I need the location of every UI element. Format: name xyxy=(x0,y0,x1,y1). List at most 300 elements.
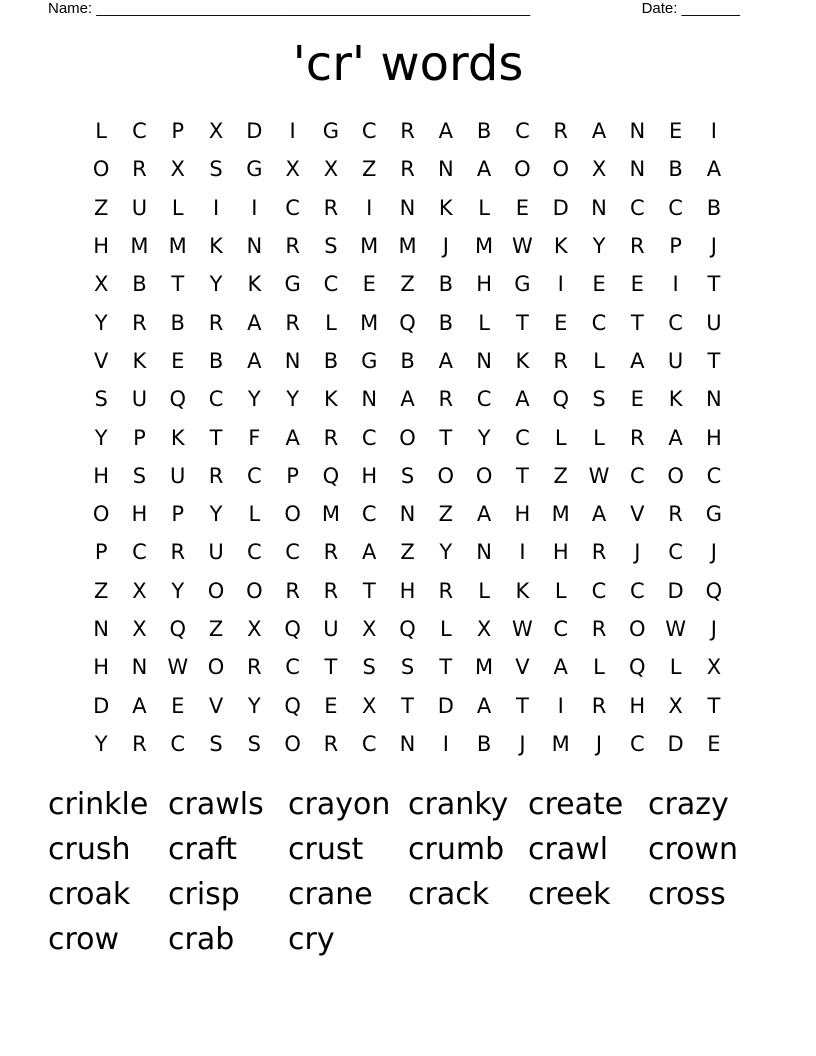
grid-letter[interactable]: C xyxy=(515,119,530,144)
grid-letter[interactable]: R xyxy=(400,119,415,144)
grid-letter[interactable]: C xyxy=(285,195,300,220)
grid-letter[interactable]: Y xyxy=(247,693,261,718)
grid-letter[interactable]: Z xyxy=(93,195,109,220)
grid-letter[interactable]: R xyxy=(323,578,339,603)
grid-letter[interactable]: L xyxy=(554,425,567,450)
grid-letter[interactable]: N xyxy=(629,157,646,182)
grid-letter[interactable]: T xyxy=(401,693,414,718)
grid-letter[interactable]: D xyxy=(667,731,684,756)
grid-letter[interactable]: Y xyxy=(477,425,491,450)
grid-letter[interactable]: B xyxy=(208,348,224,373)
grid-letter[interactable]: I xyxy=(519,540,526,565)
grid-letter[interactable]: A xyxy=(706,157,722,182)
grid-letter[interactable]: K xyxy=(170,425,185,450)
grid-letter[interactable]: N xyxy=(476,348,492,373)
grid-letter[interactable]: X xyxy=(93,272,109,297)
grid-letter[interactable]: B xyxy=(476,119,492,144)
grid-letter[interactable]: K xyxy=(132,348,147,373)
grid-letter[interactable]: C xyxy=(668,540,683,565)
grid-letter[interactable]: I xyxy=(557,272,564,297)
grid-letter[interactable]: K xyxy=(209,234,223,259)
grid-letter[interactable]: A xyxy=(438,348,453,373)
grid-letter[interactable]: I xyxy=(710,119,717,144)
grid-letter[interactable]: K xyxy=(247,272,262,297)
grid-letter[interactable]: G xyxy=(246,157,263,182)
grid-letter[interactable]: S xyxy=(247,731,261,756)
grid-letter[interactable]: Z xyxy=(400,540,415,565)
grid-letter[interactable]: N xyxy=(437,157,454,182)
grid-letter[interactable]: I xyxy=(212,195,220,220)
word-list-item: crow xyxy=(48,922,120,957)
grid-letter[interactable]: Z xyxy=(208,617,224,641)
grid-letter[interactable]: L xyxy=(478,310,490,335)
grid-letter[interactable]: E xyxy=(630,272,644,297)
grid-letter[interactable]: Q xyxy=(169,617,186,641)
grid-letter[interactable]: C xyxy=(247,463,262,488)
grid-letter[interactable]: H xyxy=(476,272,493,297)
grid-letter[interactable]: B xyxy=(706,195,722,220)
grid-letter[interactable]: M xyxy=(168,234,187,259)
grid-letter[interactable]: I xyxy=(672,272,679,297)
grid-letter[interactable]: R xyxy=(591,617,607,641)
word-list-item: croak xyxy=(48,877,131,912)
grid-letter[interactable]: J xyxy=(710,617,717,641)
grid-letter[interactable]: L xyxy=(593,425,605,450)
grid-letter[interactable]: N xyxy=(131,655,148,680)
grid-letter[interactable]: J xyxy=(634,540,641,565)
grid-letter[interactable]: M xyxy=(551,502,570,527)
grid-letter[interactable]: R xyxy=(208,310,224,335)
grid-letter[interactable]: R xyxy=(553,348,568,373)
word-list-item: crab xyxy=(168,922,235,957)
grid-letter[interactable]: B xyxy=(170,310,185,335)
grid-letter[interactable]: N xyxy=(399,502,416,527)
grid-letter[interactable]: B xyxy=(132,272,147,297)
grid-letter[interactable]: F xyxy=(248,425,261,450)
grid-letter[interactable]: B xyxy=(476,731,492,756)
grid-letter[interactable]: W xyxy=(167,655,189,680)
grid-letter[interactable]: T xyxy=(439,425,453,450)
grid-letter[interactable]: C xyxy=(132,119,147,144)
grid-letter[interactable]: M xyxy=(551,731,570,756)
grid-letter[interactable]: C xyxy=(247,540,262,565)
grid-letter[interactable]: Q xyxy=(705,578,723,603)
grid-letter[interactable]: B xyxy=(438,272,454,297)
grid-letter[interactable]: C xyxy=(591,310,607,335)
grid-letter[interactable]: R xyxy=(285,310,300,335)
grid-letter[interactable]: T xyxy=(362,578,376,603)
grid-letter[interactable]: C xyxy=(132,540,147,565)
grid-letter[interactable]: L xyxy=(171,195,184,220)
grid-letter[interactable]: O xyxy=(284,502,301,527)
grid-letter[interactable]: P xyxy=(94,540,108,565)
grid-letter[interactable]: S xyxy=(132,463,147,488)
grid-letter[interactable]: T xyxy=(324,655,338,680)
grid-letter[interactable]: H xyxy=(361,463,378,488)
grid-letter[interactable]: E xyxy=(171,348,185,373)
grid-letter[interactable]: R xyxy=(247,655,262,680)
grid-letter[interactable]: W xyxy=(512,617,533,641)
grid-letter[interactable]: M xyxy=(475,234,494,259)
grid-letter[interactable]: E xyxy=(668,119,683,144)
date-field[interactable]: Date: _______ xyxy=(641,0,740,17)
grid-letter[interactable]: N xyxy=(476,540,492,565)
grid-letter[interactable]: L xyxy=(554,578,567,603)
grid-letter[interactable]: Q xyxy=(552,387,569,412)
grid-letter[interactable]: P xyxy=(171,502,185,527)
grid-letter[interactable]: C xyxy=(668,310,683,335)
grid-letter[interactable]: B xyxy=(400,348,415,373)
grid-letter[interactable]: C xyxy=(668,195,683,220)
grid-letter[interactable]: X xyxy=(247,617,262,641)
grid-letter[interactable]: R xyxy=(553,119,568,144)
grid-letter[interactable]: H xyxy=(399,578,416,603)
grid-letter[interactable]: B xyxy=(438,310,454,335)
grid-letter[interactable]: O xyxy=(207,655,225,680)
grid-letter[interactable]: P xyxy=(669,234,682,259)
grid-letter[interactable]: C xyxy=(170,731,186,756)
grid-letter[interactable]: D xyxy=(437,693,454,718)
grid-letter[interactable]: C xyxy=(361,502,377,527)
grid-letter[interactable]: K xyxy=(668,387,683,412)
grid-letter[interactable]: A xyxy=(591,119,607,144)
grid-letter[interactable]: U xyxy=(323,617,339,641)
grid-letter[interactable]: W xyxy=(665,617,686,641)
grid-letter[interactable]: N xyxy=(93,617,109,641)
grid-letter[interactable]: M xyxy=(321,502,340,527)
grid-letter[interactable]: Y xyxy=(94,425,108,450)
grid-letter[interactable]: E xyxy=(630,387,644,412)
grid-letter[interactable]: O xyxy=(284,731,301,756)
grid-letter[interactable]: N xyxy=(284,348,301,373)
grid-letter[interactable]: O xyxy=(92,157,110,182)
grid-letter[interactable]: V xyxy=(515,655,530,680)
grid-letter[interactable]: J xyxy=(519,731,526,756)
grid-letter[interactable]: Y xyxy=(439,540,453,565)
grid-letter[interactable]: S xyxy=(362,655,376,680)
grid-letter[interactable]: C xyxy=(285,540,300,565)
grid-letter[interactable]: C xyxy=(285,655,300,680)
word-list-item: craft xyxy=(168,832,238,867)
grid-letter[interactable]: L xyxy=(593,348,605,373)
grid-letter[interactable]: H xyxy=(93,463,110,488)
grid-letter[interactable]: G xyxy=(284,272,301,297)
grid-letter[interactable]: P xyxy=(133,425,146,450)
grid-letter[interactable]: H xyxy=(93,234,110,259)
grid-letter[interactable]: A xyxy=(247,310,262,335)
grid-letter[interactable]: H xyxy=(514,502,531,527)
grid-letter[interactable]: T xyxy=(707,272,721,297)
grid-letter[interactable]: U xyxy=(208,540,224,565)
grid-letter[interactable]: A xyxy=(438,119,453,144)
grid-letter[interactable]: O xyxy=(207,578,225,603)
grid-letter[interactable]: A xyxy=(515,387,530,412)
grid-letter[interactable]: C xyxy=(629,195,645,220)
grid-letter[interactable]: H xyxy=(706,425,722,450)
grid-letter[interactable]: A xyxy=(476,502,492,527)
grid-letter[interactable]: L xyxy=(669,655,682,680)
grid-letter[interactable]: L xyxy=(248,502,261,527)
grid-letter[interactable]: C xyxy=(361,425,377,450)
grid-letter[interactable]: Y xyxy=(592,234,606,259)
grid-letter[interactable]: G xyxy=(322,119,340,144)
grid-letter[interactable]: H xyxy=(552,540,569,565)
grid-letter[interactable]: T xyxy=(516,463,529,488)
grid-letter[interactable]: Z xyxy=(400,272,415,297)
grid-letter[interactable]: B xyxy=(668,157,683,182)
grid-letter[interactable]: K xyxy=(515,578,530,603)
grid-letter[interactable]: O xyxy=(514,157,531,182)
grid-letter[interactable]: B xyxy=(323,348,339,373)
grid-letter[interactable]: T xyxy=(439,655,453,680)
grid-letter[interactable]: Y xyxy=(247,387,261,412)
grid-letter[interactable]: A xyxy=(668,425,683,450)
grid-letter[interactable]: R xyxy=(438,387,454,412)
grid-letter[interactable]: A xyxy=(630,348,645,373)
grid-letter[interactable]: L xyxy=(325,310,337,335)
grid-letter[interactable]: R xyxy=(323,425,339,450)
grid-letter[interactable]: D xyxy=(93,693,110,718)
word-list-item: crinkle xyxy=(48,787,149,822)
grid-letter[interactable]: M xyxy=(360,310,379,335)
grid-letter[interactable]: A xyxy=(247,348,262,373)
grid-letter[interactable]: E xyxy=(592,272,606,297)
grid-letter[interactable]: X xyxy=(476,617,492,641)
grid-letter[interactable]: Y xyxy=(171,578,185,603)
grid-letter[interactable]: X xyxy=(208,119,224,144)
grid-letter[interactable]: P xyxy=(286,463,299,488)
grid-letter[interactable]: L xyxy=(478,578,490,603)
grid-letter[interactable]: O xyxy=(667,463,684,488)
grid-letter[interactable]: C xyxy=(476,387,492,412)
grid-letter[interactable]: S xyxy=(94,387,108,412)
grid-letter[interactable]: A xyxy=(591,502,607,527)
grid-letter[interactable]: X xyxy=(668,693,683,718)
grid-letter[interactable]: Q xyxy=(629,655,646,680)
grid-letter[interactable]: R xyxy=(438,578,454,603)
grid-letter[interactable]: R xyxy=(170,540,186,565)
grid-letter[interactable]: N xyxy=(361,387,378,412)
grid-letter[interactable]: M xyxy=(398,234,417,259)
grid-letter[interactable]: A xyxy=(285,425,300,450)
grid-letter[interactable]: O xyxy=(437,463,455,488)
grid-letter[interactable]: S xyxy=(400,655,415,680)
grid-letter[interactable]: R xyxy=(591,693,607,718)
grid-letter[interactable]: A xyxy=(553,655,568,680)
grid-letter[interactable]: G xyxy=(514,272,531,297)
grid-letter[interactable]: C xyxy=(323,272,339,297)
grid-letter[interactable]: Y xyxy=(286,387,300,412)
grid-letter[interactable]: Q xyxy=(284,617,301,641)
grid-letter[interactable]: M xyxy=(130,234,149,259)
word-list-item: cranky xyxy=(408,787,509,822)
word-list xyxy=(48,782,768,962)
grid-letter[interactable]: I xyxy=(289,119,296,144)
grid-letter[interactable]: X xyxy=(285,157,300,182)
grid-letter[interactable]: V xyxy=(630,502,645,527)
grid-letter[interactable]: Q xyxy=(399,310,416,335)
grid-letter[interactable]: R xyxy=(668,502,683,527)
grid-letter[interactable]: C xyxy=(629,731,645,756)
grid-letter[interactable]: C xyxy=(553,617,569,641)
grid-letter[interactable]: H xyxy=(131,502,148,527)
grid-letter[interactable]: T xyxy=(209,425,223,450)
grid-letter[interactable]: R xyxy=(285,234,300,259)
grid-letter[interactable]: O xyxy=(552,157,569,182)
grid-letter[interactable]: C xyxy=(629,578,645,603)
grid-letter[interactable]: J xyxy=(710,540,717,565)
grid-letter[interactable]: M xyxy=(360,234,379,259)
grid-letter[interactable]: L xyxy=(478,195,490,220)
grid-letter[interactable]: E xyxy=(707,731,721,756)
grid-letter[interactable]: Z xyxy=(362,157,377,182)
grid-letter[interactable]: J xyxy=(710,234,717,259)
grid-letter[interactable]: X xyxy=(591,157,607,182)
grid-letter[interactable]: C xyxy=(629,463,645,488)
grid-letter[interactable]: Z xyxy=(438,502,454,527)
word-list-item: creek xyxy=(528,877,611,912)
grid-letter[interactable]: T xyxy=(516,310,529,335)
grid-letter[interactable]: L xyxy=(593,655,605,680)
grid-letter[interactable]: H xyxy=(629,693,646,718)
grid-letter[interactable]: Y xyxy=(94,731,108,756)
grid-letter[interactable]: R xyxy=(591,540,607,565)
grid-letter[interactable]: J xyxy=(595,731,603,756)
grid-letter[interactable]: O xyxy=(246,578,263,603)
grid-letter[interactable]: X xyxy=(132,578,147,603)
grid-letter[interactable]: M xyxy=(475,655,494,680)
grid-letter[interactable]: L xyxy=(439,617,452,641)
grid-letter[interactable]: N xyxy=(706,387,722,412)
grid-letter[interactable]: S xyxy=(209,157,223,182)
grid-letter[interactable]: Q xyxy=(399,617,416,641)
grid-letter[interactable]: C xyxy=(591,578,607,603)
name-field[interactable]: Name: ____________________________________________________ xyxy=(48,0,531,17)
grid-letter[interactable]: E xyxy=(324,693,338,718)
grid-letter[interactable]: X xyxy=(132,617,147,641)
grid-letter[interactable]: K xyxy=(515,348,530,373)
grid-letter[interactable]: E xyxy=(362,272,376,297)
grid-letter[interactable]: X xyxy=(362,693,377,718)
grid-letter[interactable]: R xyxy=(400,157,415,182)
grid-letter[interactable]: R xyxy=(323,540,339,565)
grid-letter[interactable]: I xyxy=(251,195,258,220)
word-list-item: cross xyxy=(648,877,726,912)
grid-letter[interactable]: Q xyxy=(169,387,186,412)
grid-letter[interactable]: D xyxy=(246,119,263,144)
grid-letter[interactable]: R xyxy=(630,234,645,259)
grid-letter[interactable]: A xyxy=(400,387,415,412)
grid-letter[interactable]: R xyxy=(208,463,224,488)
grid-letter[interactable]: S xyxy=(400,463,415,488)
grid-letter[interactable]: V xyxy=(93,348,109,373)
grid-letter[interactable]: U xyxy=(170,463,186,488)
grid-letter[interactable]: C xyxy=(706,463,722,488)
grid-letter[interactable]: N xyxy=(399,195,416,220)
grid-letter[interactable]: S xyxy=(324,234,338,259)
grid-letter[interactable]: S xyxy=(209,731,223,756)
grid-letter[interactable]: E xyxy=(554,310,568,335)
grid-letter[interactable]: K xyxy=(324,387,338,412)
grid-letter[interactable]: Y xyxy=(94,310,108,335)
grid-letter[interactable]: I xyxy=(557,693,564,718)
grid-letter[interactable]: W xyxy=(588,463,610,488)
grid-letter[interactable]: R xyxy=(285,578,300,603)
grid-letter[interactable]: Y xyxy=(209,502,223,527)
grid-letter[interactable]: W xyxy=(512,234,533,259)
grid-letter[interactable]: J xyxy=(442,234,449,259)
grid-letter[interactable]: C xyxy=(361,119,377,144)
grid-letter[interactable]: E xyxy=(515,195,530,220)
grid-letter[interactable]: Z xyxy=(93,578,109,603)
grid-letter[interactable]: G xyxy=(705,502,723,527)
grid-letter[interactable]: C xyxy=(515,425,530,450)
grid-letter[interactable]: G xyxy=(361,348,378,373)
grid-letter[interactable]: R xyxy=(132,310,147,335)
grid-letter[interactable]: U xyxy=(131,195,148,220)
grid-letter[interactable]: T xyxy=(171,272,185,297)
grid-letter[interactable]: Y xyxy=(209,272,223,297)
grid-letter[interactable]: U xyxy=(706,310,722,335)
grid-letter[interactable]: X xyxy=(362,617,377,641)
grid-letter[interactable]: K xyxy=(438,195,453,220)
grid-letter[interactable]: E xyxy=(171,693,185,718)
grid-letter[interactable]: U xyxy=(131,387,148,412)
grid-letter[interactable]: R xyxy=(630,425,645,450)
grid-letter[interactable]: T xyxy=(516,693,529,718)
grid-letter[interactable]: O xyxy=(629,617,646,641)
grid-letter[interactable]: X xyxy=(170,157,185,182)
grid-letter[interactable]: A xyxy=(362,540,377,565)
grid-letter[interactable]: S xyxy=(592,387,606,412)
grid-letter[interactable]: R xyxy=(132,157,147,182)
grid-letter[interactable]: L xyxy=(95,119,107,144)
grid-letter[interactable]: R xyxy=(132,731,147,756)
grid-letter[interactable]: K xyxy=(553,234,568,259)
grid-letter[interactable]: O xyxy=(475,463,493,488)
grid-letter[interactable]: N xyxy=(629,119,646,144)
grid-letter[interactable]: R xyxy=(323,195,339,220)
grid-letter[interactable]: I xyxy=(366,195,373,220)
grid-letter[interactable]: X xyxy=(706,655,722,680)
grid-letter[interactable]: O xyxy=(92,502,110,527)
grid-letter[interactable]: N xyxy=(399,731,416,756)
grid-letter[interactable]: C xyxy=(208,387,224,412)
grid-letter[interactable]: V xyxy=(208,693,224,718)
grid-letter[interactable]: T xyxy=(630,310,644,335)
grid-letter[interactable]: T xyxy=(707,693,721,718)
grid-letter[interactable]: R xyxy=(323,731,339,756)
grid-letter[interactable]: Z xyxy=(553,463,568,488)
grid-letter[interactable]: O xyxy=(399,425,416,450)
grid-letter[interactable]: C xyxy=(361,731,377,756)
grid-letter[interactable]: N xyxy=(591,195,607,220)
grid-letter[interactable]: Q xyxy=(284,693,301,718)
grid-letter[interactable]: A xyxy=(132,693,147,718)
grid-letter[interactable]: A xyxy=(476,157,492,182)
grid-letter[interactable]: H xyxy=(93,655,110,680)
grid-letter[interactable]: I xyxy=(442,731,449,756)
grid-letter[interactable]: N xyxy=(246,234,263,259)
grid-letter[interactable]: U xyxy=(667,348,684,373)
grid-letter[interactable]: Q xyxy=(322,463,340,488)
grid-letter[interactable]: P xyxy=(171,119,185,144)
grid-letter[interactable]: T xyxy=(707,348,721,373)
grid-letter[interactable]: D xyxy=(552,195,569,220)
grid-letter[interactable]: D xyxy=(667,578,684,603)
grid-letter[interactable]: A xyxy=(476,693,492,718)
grid-letter[interactable]: X xyxy=(323,157,339,182)
